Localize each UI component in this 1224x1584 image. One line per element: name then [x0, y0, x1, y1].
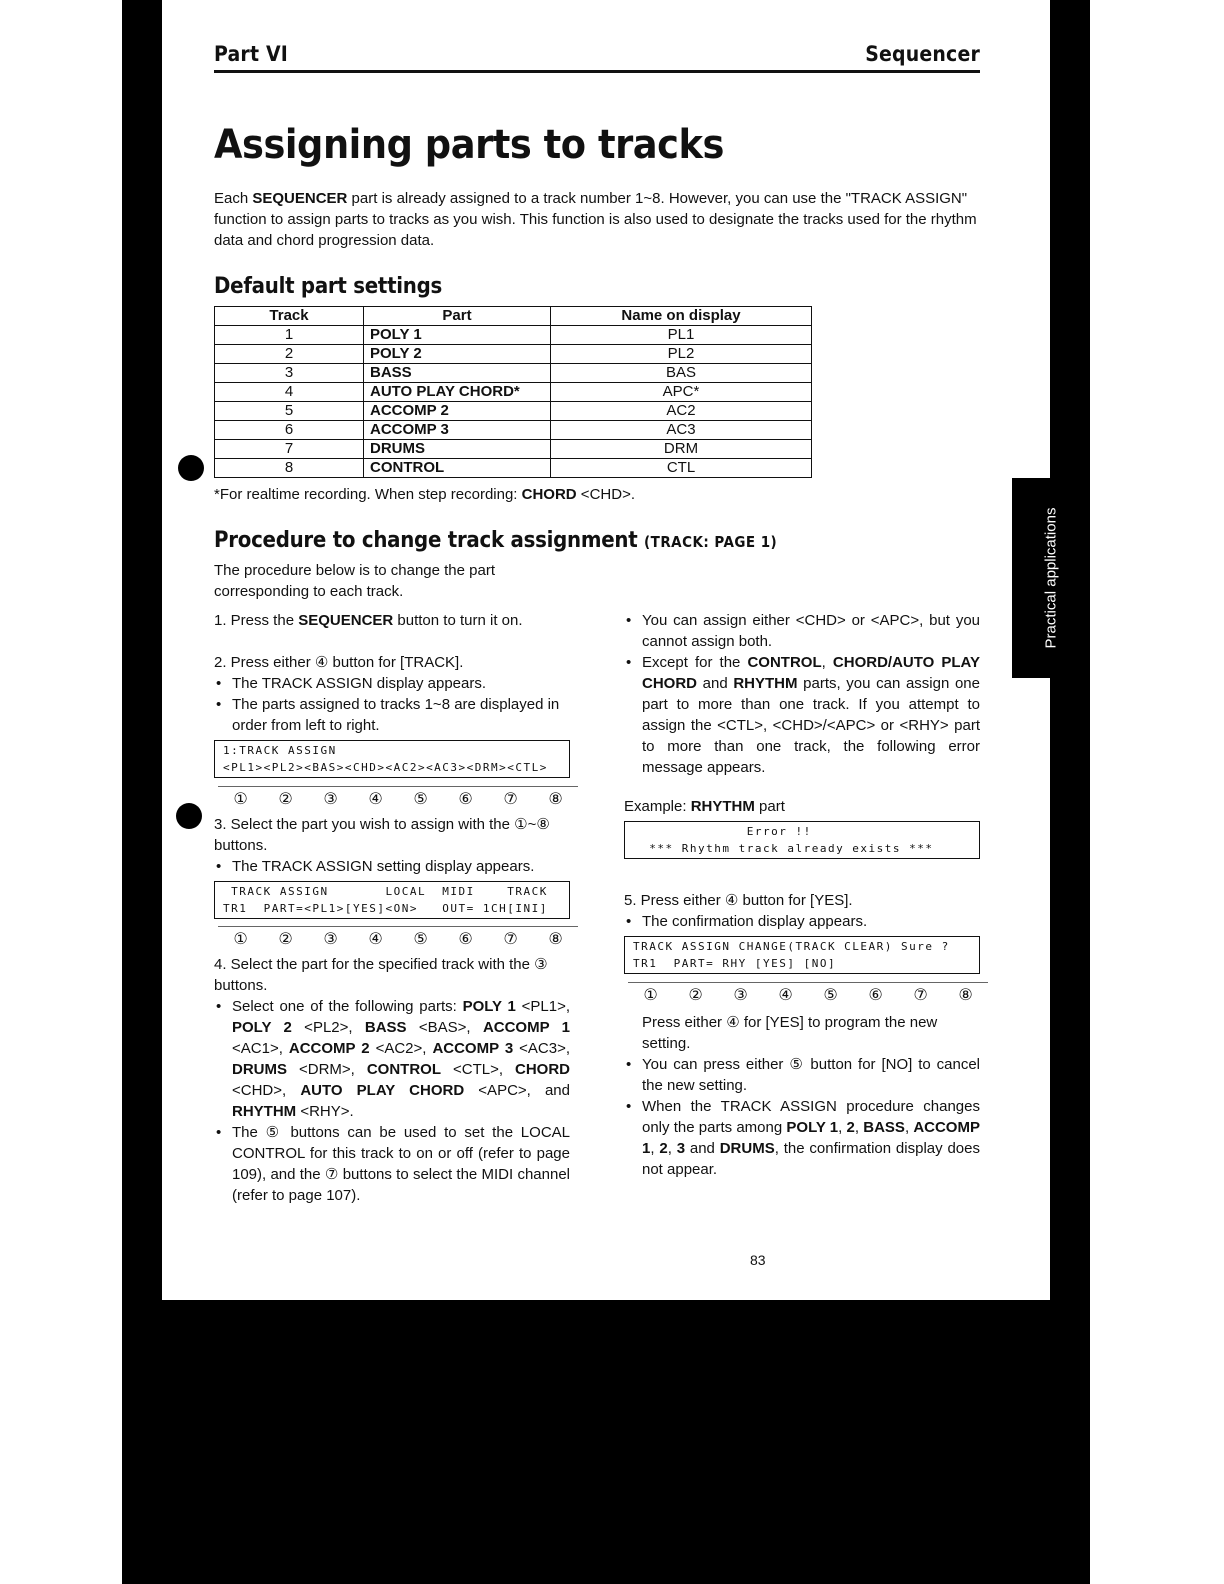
list-item: • The ⑤ buttons can be used to set the LOCAL CONTROL for this track to on or off (refer to page 109), and the ⑦ buttons to select the MIDI channel (refer to page 107). [214, 1122, 570, 1206]
table-row [215, 459, 812, 478]
button-8-label: ⑧ [533, 926, 578, 949]
button-4-label: ④ [353, 786, 398, 809]
procedure-heading: Procedure to change track assignment (TRACK: PAGE 1) [214, 528, 778, 553]
display-name-cell: PL1 [551, 326, 812, 345]
display-name-cell: AC2 [551, 402, 812, 421]
list-item: • You can assign either <CHD> or <APC>, but you cannot assign both. [624, 610, 980, 652]
header-section: Sequencer [865, 42, 980, 66]
list-item: • The parts assigned to tracks 1~8 are displayed in order from left to right. [214, 694, 570, 736]
binder-hole [178, 455, 204, 481]
part-cell: POLY 2 [364, 345, 551, 364]
button-row [218, 786, 578, 809]
display-name-cell: AC3 [551, 421, 812, 440]
part-cell: ACCOMP 3 [364, 421, 551, 440]
list-item: • The confirmation display appears. [624, 911, 980, 932]
lcd-confirm: TRACK ASSIGN CHANGE(TRACK CLEAR) Sure ? TR1 PART= RHY [YES] [NO] [624, 936, 980, 974]
list-item: • When the TRACK ASSIGN procedure changes only the parts among POLY 1, 2, BASS, ACCOMP 1, 2, 3 and DRUMS, the confirmation display does not appear. [624, 1096, 980, 1180]
confirm-text: Press either ④ for [YES] to program the new setting. [642, 1014, 938, 1052]
button-6-label: ⑥ [853, 982, 898, 1005]
display-name-cell: APC* [551, 383, 812, 402]
step-5-notes [624, 1012, 980, 1180]
col-track: Track [215, 307, 364, 326]
display-name-cell: CTL [551, 459, 812, 478]
part-cell: POLY 1 [364, 326, 551, 345]
part-cell: ACCOMP 2 [364, 402, 551, 421]
part-cell: BASS [364, 364, 551, 383]
part-cell: AUTO PLAY CHORD* [364, 383, 551, 402]
button-3-label: ③ [718, 982, 763, 1005]
button-6-label: ⑥ [443, 926, 488, 949]
list-item: • The TRACK ASSIGN display appears. [214, 673, 570, 694]
header-rule [214, 70, 980, 73]
button-row [628, 982, 988, 1005]
right-notes [624, 610, 980, 778]
procedure-intro: The procedure below is to change the part corresponding to each track. [214, 562, 496, 600]
page-number: 83 [750, 1252, 766, 1268]
button-2-label: ② [263, 926, 308, 949]
button-8-label: ⑧ [943, 982, 988, 1005]
track-cell: 8 [215, 459, 364, 478]
step-2: 2. Press either ④ button for [TRACK]. • The TRACK ASSIGN display appears. • The parts assigned to tracks 1~8 are displayed in order from left to right. [214, 652, 570, 736]
button-5-label: ⑤ [398, 786, 443, 809]
track-cell: 2 [215, 345, 364, 364]
table-row [215, 364, 812, 383]
track-cell: 6 [215, 421, 364, 440]
button-2-label: ② [263, 786, 308, 809]
part-cell: CONTROL [364, 459, 551, 478]
button-3-label: ③ [308, 786, 353, 809]
button-1-label: ① [218, 786, 263, 809]
col-display-name: Name on display [551, 307, 812, 326]
list-item: • Except for the CONTROL, CHORD/AUTO PLAY CHORD and RHYTHM parts, you can assign one part to more than one track. If you attempt to assign the <CTL>, <CHD>/<APC> or <RHY> part to more than one track, the following error message appears. [624, 652, 980, 778]
step-1: 1. Press the SEQUENCER button to turn it on. [214, 612, 523, 629]
button-1-label: ① [218, 926, 263, 949]
lcd-setting: TRACK ASSIGN LOCAL MIDI TRACK TR1 PART=<PL1>[YES]<ON> OUT= 1CH[INI] [214, 881, 570, 919]
page-title: Assigning parts to tracks [214, 122, 724, 168]
track-cell: 5 [215, 402, 364, 421]
binder-hole [176, 803, 202, 829]
table-header-row [215, 307, 812, 326]
col-part: Part [364, 307, 551, 326]
step-5: 5. Press either ④ button for [YES]. • The confirmation display appears. [624, 890, 980, 932]
step-4: 4. Select the part for the specified track with the ③ buttons. • Select one of the following parts: POLY 1 <PL1>, POLY 2 <PL2>, BASS <BAS>, ACCOMP 1 <AC1>, ACCOMP 2 <AC2>, ACCOMP 3 <AC3>, DRUMS <DRM>, CONTROL <CTL>, CHORD <CHD>, AUTO PLAY CHORD <APC>, and RHYTHM <RHY>. • The ⑤ buttons can be used to set the LOCAL CONTROL for this track to on or off (refer to page 109), and the ⑦ buttons to select the MIDI channel (refer to page 107). [214, 954, 570, 1206]
button-row [218, 926, 578, 949]
scan-border-bottom [122, 1300, 1090, 1584]
track-cell: 4 [215, 383, 364, 402]
button-7-label: ⑦ [488, 786, 533, 809]
button-5-label: ⑤ [808, 982, 853, 1005]
list-item: • The TRACK ASSIGN setting display appears. [214, 856, 570, 877]
list-item: • Select one of the following parts: POLY 1 <PL1>, POLY 2 <PL2>, BASS <BAS>, ACCOMP 1 <AC1>, ACCOMP 2 <AC2>, ACCOMP 3 <AC3>, DRUMS <DRM>, CONTROL <CTL>, CHORD <CHD>, AUTO PLAY CHORD <APC>, and RHYTHM <RHY>. [214, 996, 570, 1122]
table-row [215, 383, 812, 402]
table-row [215, 402, 812, 421]
track-cell: 1 [215, 326, 364, 345]
part-cell: DRUMS [364, 440, 551, 459]
button-7-label: ⑦ [488, 926, 533, 949]
button-6-label: ⑥ [443, 786, 488, 809]
lcd-error: Error !! *** Rhythm track already exists *** [624, 821, 980, 859]
example-label: Example: RHYTHM part [624, 798, 785, 815]
header-part: Part VI [214, 42, 288, 66]
table-row [215, 421, 812, 440]
button-7-label: ⑦ [898, 982, 943, 1005]
document-page [162, 0, 1050, 1300]
track-cell: 3 [215, 364, 364, 383]
button-5-label: ⑤ [398, 926, 443, 949]
button-2-label: ② [673, 982, 718, 1005]
step-3: 3. Select the part you wish to assign with the ①~⑧ buttons. • The TRACK ASSIGN setting display appears. [214, 814, 570, 877]
track-cell: 7 [215, 440, 364, 459]
list-item: • You can press either ⑤ button for [NO] to cancel the new setting. [624, 1054, 980, 1096]
side-tab: Practical applications [1012, 478, 1090, 678]
button-4-label: ④ [763, 982, 808, 1005]
intro-paragraph: Each SEQUENCER part is already assigned to a track number 1~8. However, you can use the "TRACK ASSIGN" function to assign parts to tracks as you wish. This function is also used to designate the tracks used for the rhythm data and chord progression data. [214, 190, 977, 249]
lcd-track-assign: 1:TRACK ASSIGN <PL1><PL2><BAS><CHD><AC2><AC3><DRM><CTL> [214, 740, 570, 778]
table-row [215, 345, 812, 364]
button-8-label: ⑧ [533, 786, 578, 809]
button-4-label: ④ [353, 926, 398, 949]
table-footnote: *For realtime recording. When step recording: CHORD <CHD>. [214, 486, 635, 503]
button-3-label: ③ [308, 926, 353, 949]
table-row [215, 326, 812, 345]
default-parts-table [214, 306, 812, 478]
table-row [215, 440, 812, 459]
display-name-cell: DRM [551, 440, 812, 459]
button-1-label: ① [628, 982, 673, 1005]
display-name-cell: BAS [551, 364, 812, 383]
default-settings-heading: Default part settings [214, 274, 443, 299]
display-name-cell: PL2 [551, 345, 812, 364]
